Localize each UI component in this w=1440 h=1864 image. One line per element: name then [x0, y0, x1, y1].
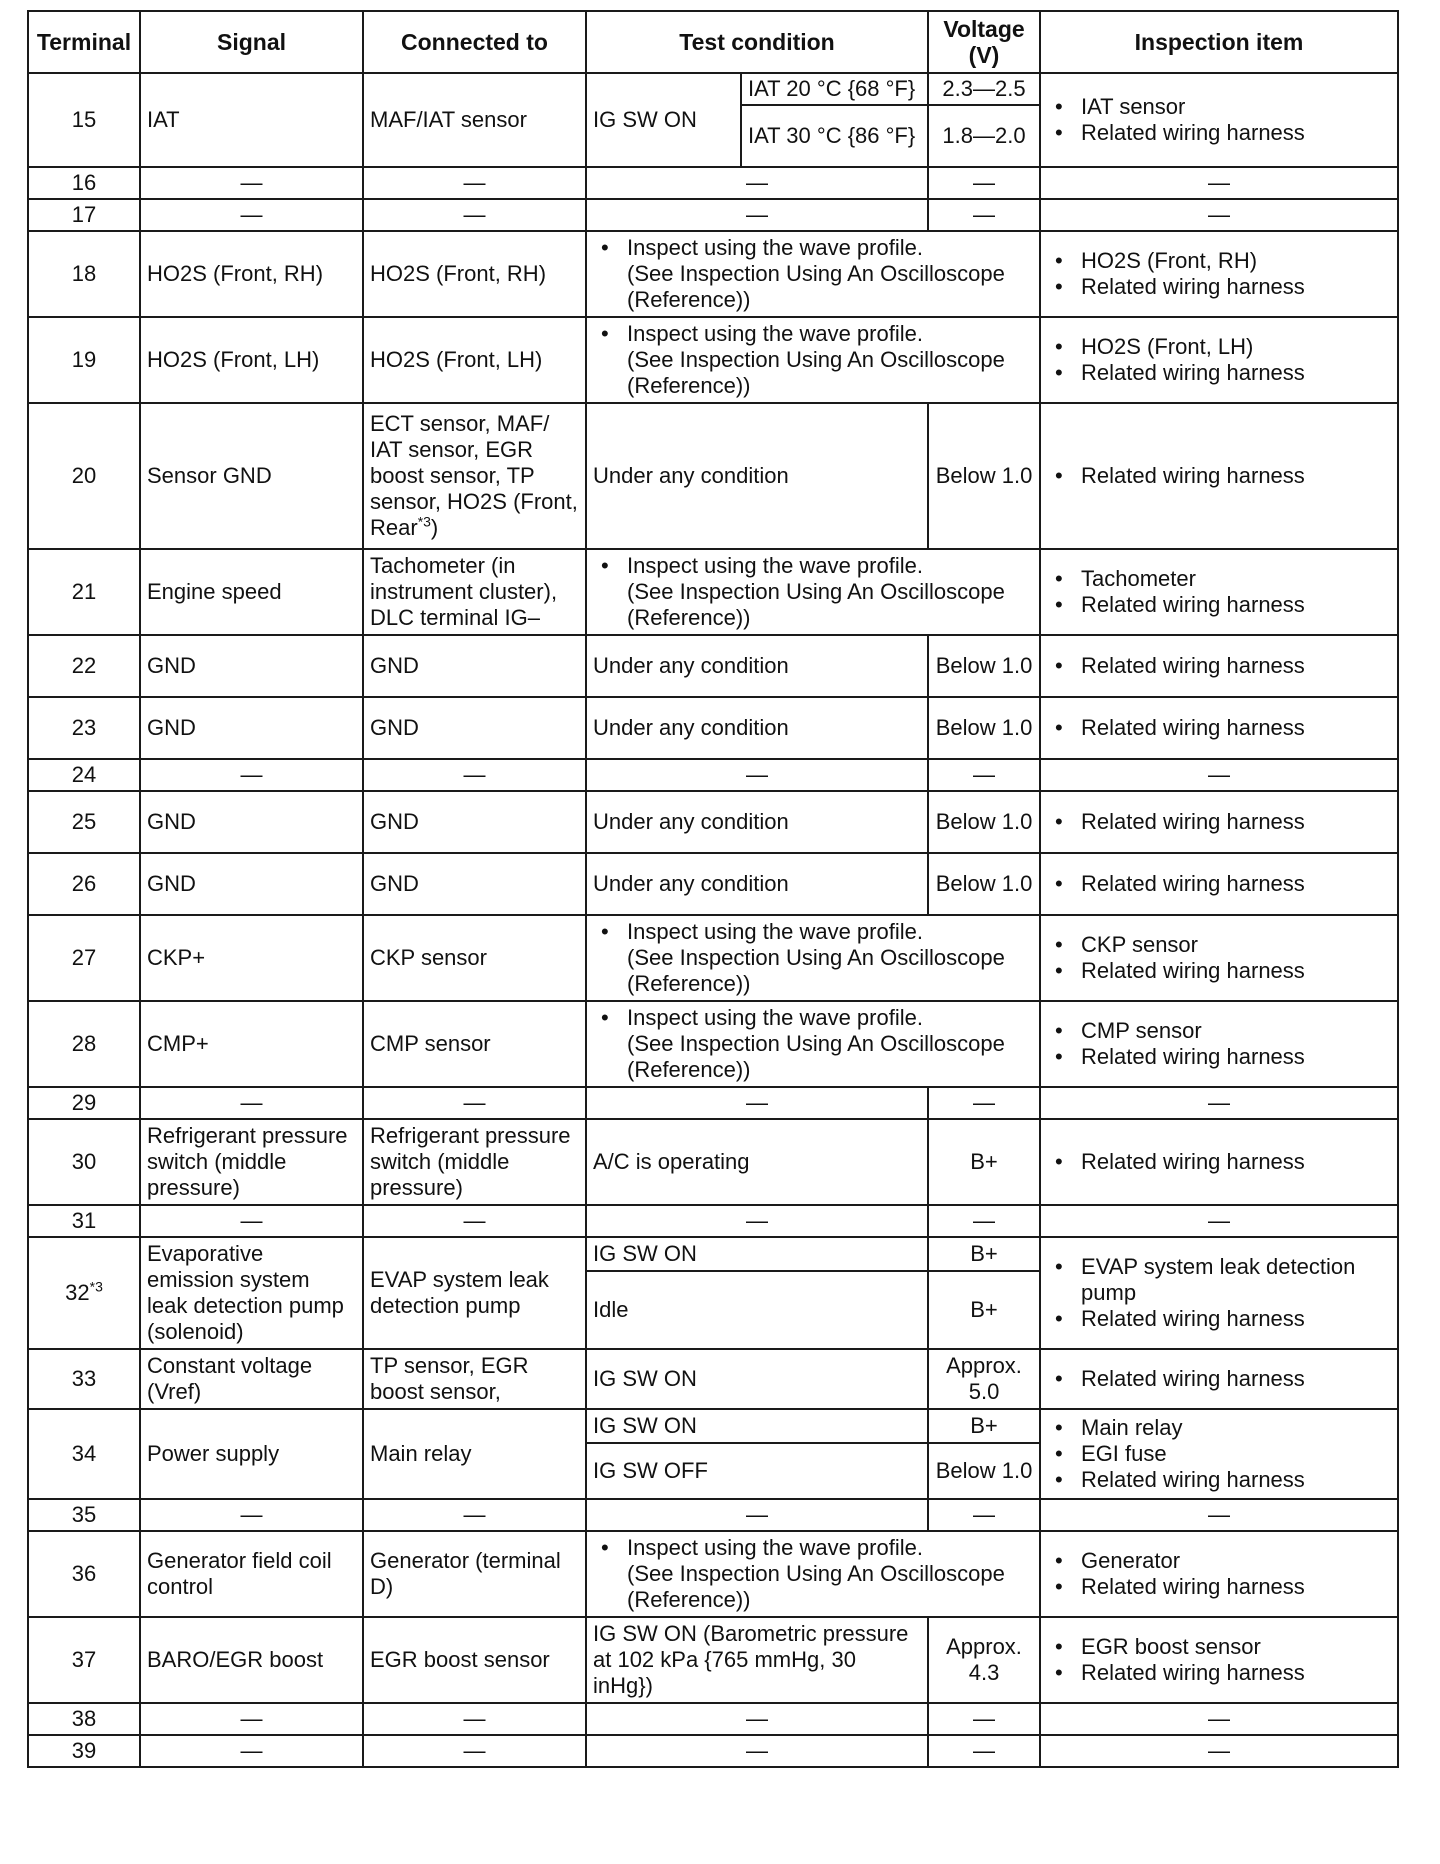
inspection-item: • Related wiring harness — [1081, 1467, 1391, 1493]
test-condition-cell: Under any condition — [586, 403, 928, 549]
test-condition-cell: — — [586, 1205, 928, 1237]
inspection-item: • Related wiring harness — [1081, 1366, 1391, 1392]
terminal-cell: 18 — [28, 231, 140, 317]
inspection-cell — [1040, 231, 1398, 317]
terminal-cell: 22 — [28, 635, 140, 697]
inspection-cell — [1040, 1617, 1398, 1703]
voltage-cell: — — [928, 1205, 1040, 1237]
voltage-cell: Below 1.0 — [928, 853, 1040, 915]
voltage-cell: — — [928, 199, 1040, 231]
terminal-cell: 19 — [28, 317, 140, 403]
voltage-cell: — — [928, 1499, 1040, 1531]
test-condition-cell: — — [586, 1087, 928, 1119]
header-voltage: Voltage (V) — [928, 11, 1040, 73]
test-condition-cell: — — [586, 1499, 928, 1531]
voltage-cell: B+ — [928, 1119, 1040, 1205]
test-condition-cell: Under any condition — [586, 697, 928, 759]
table-row — [28, 1237, 1398, 1271]
signal-cell: Evaporative emission system leak detection pump (solenoid) — [140, 1237, 363, 1349]
table-row — [28, 1703, 1398, 1735]
terminal-cell: 30 — [28, 1119, 140, 1205]
table-row — [28, 73, 1398, 105]
terminal-cell: 25 — [28, 791, 140, 853]
signal-cell: — — [140, 1087, 363, 1119]
connected-cell: ECT sensor, MAF/ IAT sensor, EGR boost sensor, TP sensor, HO2S (Front, Rear$^{*3}$) — [363, 403, 586, 549]
inspection-cell: — — [1040, 1205, 1398, 1237]
test-condition-cell: — — [586, 1703, 928, 1735]
inspection-item: • EGR boost sensor — [1081, 1634, 1391, 1660]
signal-cell: — — [140, 1735, 363, 1767]
inspection-cell — [1040, 1349, 1398, 1409]
inspection-cell: — — [1040, 1703, 1398, 1735]
inspection-item: • Related wiring harness — [1081, 653, 1391, 679]
voltage-cell: 1.8—2.0 — [928, 105, 1040, 167]
inspection-cell — [1040, 1531, 1398, 1617]
test-condition-cell: IG SW ON — [586, 1237, 928, 1271]
header-connected-to: Connected to — [363, 11, 586, 73]
signal-cell: Power supply — [140, 1409, 363, 1499]
inspection-cell — [1040, 1237, 1398, 1349]
signal-cell: Constant voltage (Vref) — [140, 1349, 363, 1409]
connected-cell: GND — [363, 791, 586, 853]
test-subcondition-cell: IAT 30 °C {86 °F} — [741, 105, 928, 167]
voltage-cell: — — [928, 1735, 1040, 1767]
table-row — [28, 1349, 1398, 1409]
test-condition-cell: — — [586, 1735, 928, 1767]
terminal-cell: 37 — [28, 1617, 140, 1703]
inspection-item: • HO2S (Front, LH) — [1081, 334, 1391, 360]
signal-cell: GND — [140, 697, 363, 759]
connected-cell: — — [363, 1499, 586, 1531]
test-condition-cell — [586, 231, 1040, 317]
inspection-item: • Related wiring harness — [1081, 1149, 1391, 1175]
wave-profile-note: • Inspect using the wave profile. (See Inspection Using An Oscilloscope (Reference)) — [627, 919, 1033, 997]
inspection-item: • Related wiring harness — [1081, 274, 1391, 300]
terminal-cell: 24 — [28, 759, 140, 791]
voltage-cell: Below 1.0 — [928, 403, 1040, 549]
signal-cell: GND — [140, 853, 363, 915]
connected-cell: — — [363, 1205, 586, 1237]
voltage-cell: 2.3—2.5 — [928, 73, 1040, 105]
signal-cell: — — [140, 1499, 363, 1531]
test-condition-cell — [586, 1001, 1040, 1087]
table-row — [28, 1499, 1398, 1531]
table-row — [28, 549, 1398, 635]
inspection-item: • Related wiring harness — [1081, 1660, 1391, 1686]
inspection-item: • Related wiring harness — [1081, 871, 1391, 897]
wave-profile-note: • Inspect using the wave profile. (See Inspection Using An Oscilloscope (Reference)) — [627, 1535, 1033, 1613]
connected-cell: — — [363, 199, 586, 231]
header-row — [28, 11, 1398, 73]
signal-cell: BARO/EGR boost — [140, 1617, 363, 1703]
terminal-cell: 31 — [28, 1205, 140, 1237]
connected-cell: Generator (terminal D) — [363, 1531, 586, 1617]
table-row — [28, 1735, 1398, 1767]
table-row — [28, 759, 1398, 791]
inspection-cell — [1040, 317, 1398, 403]
connected-cell: CKP sensor — [363, 915, 586, 1001]
voltage-cell: B+ — [928, 1409, 1040, 1443]
test-condition-cell — [586, 915, 1040, 1001]
test-condition-cell: IG SW ON (Barometric pressure at 102 kPa {765 mmHg, 30 inHg}) — [586, 1617, 928, 1703]
connected-cell: GND — [363, 697, 586, 759]
test-condition-cell: IG SW ON — [586, 1409, 928, 1443]
inspection-cell — [1040, 1001, 1398, 1087]
inspection-item: • Related wiring harness — [1081, 715, 1391, 741]
connected-cell: — — [363, 759, 586, 791]
connected-cell: EGR boost sensor — [363, 1617, 586, 1703]
signal-cell: CMP+ — [140, 1001, 363, 1087]
terminal-cell: 36 — [28, 1531, 140, 1617]
inspection-item: • Related wiring harness — [1081, 592, 1391, 618]
terminal-cell: 26 — [28, 853, 140, 915]
inspection-item: • Related wiring harness — [1081, 809, 1391, 835]
table-row — [28, 697, 1398, 759]
inspection-item: • Generator — [1081, 1548, 1391, 1574]
inspection-item: • Related wiring harness — [1081, 1044, 1391, 1070]
inspection-item: • Tachometer — [1081, 566, 1391, 592]
test-condition-cell — [586, 549, 1040, 635]
inspection-cell — [1040, 549, 1398, 635]
table-row — [28, 1205, 1398, 1237]
inspection-cell: — — [1040, 199, 1398, 231]
signal-cell: — — [140, 167, 363, 199]
table-row — [28, 167, 1398, 199]
table-row — [28, 403, 1398, 549]
connected-cell: — — [363, 1087, 586, 1119]
table-row — [28, 791, 1398, 853]
inspection-cell — [1040, 73, 1398, 167]
table-row — [28, 199, 1398, 231]
test-condition-cell: IG SW ON — [586, 1349, 928, 1409]
table-row — [28, 317, 1398, 403]
table-row — [28, 1531, 1398, 1617]
inspection-cell — [1040, 791, 1398, 853]
signal-cell: HO2S (Front, LH) — [140, 317, 363, 403]
test-condition-cell: A/C is operating — [586, 1119, 928, 1205]
inspection-cell — [1040, 1119, 1398, 1205]
wave-profile-note: • Inspect using the wave profile. (See Inspection Using An Oscilloscope (Reference)) — [627, 1005, 1033, 1083]
table-row — [28, 1409, 1398, 1443]
test-condition-cell: Under any condition — [586, 853, 928, 915]
inspection-item: • EGI fuse — [1081, 1441, 1391, 1467]
inspection-item: • CMP sensor — [1081, 1018, 1391, 1044]
terminal-cell: 15 — [28, 73, 140, 167]
signal-cell: HO2S (Front, RH) — [140, 231, 363, 317]
terminal-cell: 34 — [28, 1409, 140, 1499]
test-condition-cell — [586, 1531, 1040, 1617]
terminal-inspection-table — [27, 10, 1399, 1768]
connected-cell: TP sensor, EGR boost sensor, — [363, 1349, 586, 1409]
inspection-item: • CKP sensor — [1081, 932, 1391, 958]
inspection-cell: — — [1040, 167, 1398, 199]
terminal-cell: 17 — [28, 199, 140, 231]
terminal-cell: 16 — [28, 167, 140, 199]
connected-cell: — — [363, 1703, 586, 1735]
terminal-cell: 27 — [28, 915, 140, 1001]
inspection-item: • EVAP system leak detection pump — [1081, 1254, 1391, 1306]
connected-cell: HO2S (Front, LH) — [363, 317, 586, 403]
voltage-cell: Approx. 5.0 — [928, 1349, 1040, 1409]
test-condition-cell: — — [586, 167, 928, 199]
table-row — [28, 231, 1398, 317]
signal-cell: — — [140, 199, 363, 231]
inspection-cell: — — [1040, 1735, 1398, 1767]
terminal-cell: 23 — [28, 697, 140, 759]
terminal-cell: 29 — [28, 1087, 140, 1119]
signal-cell: IAT — [140, 73, 363, 167]
test-condition-cell: IG SW ON — [586, 73, 741, 167]
connected-cell: EVAP system leak detection pump — [363, 1237, 586, 1349]
voltage-cell: — — [928, 1087, 1040, 1119]
header-signal: Signal — [140, 11, 363, 73]
table-row — [28, 1119, 1398, 1205]
test-subcondition-cell: IAT 20 °C {68 °F} — [741, 73, 928, 105]
terminal-cell: 38 — [28, 1703, 140, 1735]
inspection-item: • Related wiring harness — [1081, 463, 1391, 489]
voltage-cell: — — [928, 167, 1040, 199]
connected-cell: GND — [363, 635, 586, 697]
voltage-cell: Below 1.0 — [928, 635, 1040, 697]
header-test-condition: Test condition — [586, 11, 928, 73]
header-inspection-item: Inspection item — [1040, 11, 1398, 73]
signal-cell: — — [140, 1703, 363, 1735]
terminal-cell: 28 — [28, 1001, 140, 1087]
inspection-item: • Related wiring harness — [1081, 958, 1391, 984]
terminal-cell: 20 — [28, 403, 140, 549]
signal-cell: Refrigerant pressure switch (middle pressure) — [140, 1119, 363, 1205]
voltage-cell: Below 1.0 — [928, 791, 1040, 853]
header-terminal: Terminal — [28, 11, 140, 73]
terminal-cell: 39 — [28, 1735, 140, 1767]
connected-cell: CMP sensor — [363, 1001, 586, 1087]
connected-cell: Tachometer (in instrument cluster), DLC terminal IG– — [363, 549, 586, 635]
connected-cell: — — [363, 167, 586, 199]
wave-profile-note: • Inspect using the wave profile. (See Inspection Using An Oscilloscope (Reference)) — [627, 321, 1033, 399]
table-row — [28, 915, 1398, 1001]
terminal-cell: 35 — [28, 1499, 140, 1531]
connected-cell: MAF/IAT sensor — [363, 73, 586, 167]
wave-profile-note: • Inspect using the wave profile. (See Inspection Using An Oscilloscope (Reference)) — [627, 235, 1033, 313]
connected-cell: GND — [363, 853, 586, 915]
voltage-cell: Approx. 4.3 — [928, 1617, 1040, 1703]
signal-cell: GND — [140, 635, 363, 697]
signal-cell: GND — [140, 791, 363, 853]
voltage-cell: — — [928, 1703, 1040, 1735]
signal-cell: Generator field coil control — [140, 1531, 363, 1617]
table-row — [28, 853, 1398, 915]
connected-cell: Refrigerant pressure switch (middle pressure) — [363, 1119, 586, 1205]
signal-cell: Sensor GND — [140, 403, 363, 549]
signal-cell: — — [140, 759, 363, 791]
inspection-cell — [1040, 915, 1398, 1001]
inspection-cell — [1040, 697, 1398, 759]
test-condition-cell — [586, 317, 1040, 403]
inspection-item: • Related wiring harness — [1081, 1306, 1391, 1332]
connected-cell: Main relay — [363, 1409, 586, 1499]
test-condition-cell: IG SW OFF — [586, 1443, 928, 1499]
test-condition-cell: Under any condition — [586, 635, 928, 697]
inspection-cell — [1040, 403, 1398, 549]
table-row — [28, 1087, 1398, 1119]
test-condition-cell: Under any condition — [586, 791, 928, 853]
connected-cell: HO2S (Front, RH) — [363, 231, 586, 317]
inspection-item: • Related wiring harness — [1081, 120, 1391, 146]
inspection-item: • Related wiring harness — [1081, 360, 1391, 386]
signal-cell: Engine speed — [140, 549, 363, 635]
terminal-cell: 32$^{*3}$ — [28, 1237, 140, 1349]
inspection-cell: — — [1040, 1499, 1398, 1531]
voltage-cell: Below 1.0 — [928, 1443, 1040, 1499]
test-condition-cell: — — [586, 759, 928, 791]
signal-cell: — — [140, 1205, 363, 1237]
inspection-item: • IAT sensor — [1081, 94, 1391, 120]
voltage-cell: — — [928, 759, 1040, 791]
signal-cell: CKP+ — [140, 915, 363, 1001]
wave-profile-note: • Inspect using the wave profile. (See Inspection Using An Oscilloscope (Reference)) — [627, 553, 1033, 631]
table-row — [28, 1001, 1398, 1087]
inspection-item: • HO2S (Front, RH) — [1081, 248, 1391, 274]
inspection-item: • Related wiring harness — [1081, 1574, 1391, 1600]
inspection-cell: — — [1040, 1087, 1398, 1119]
inspection-cell — [1040, 853, 1398, 915]
terminal-cell: 21 — [28, 549, 140, 635]
test-condition-cell: Idle — [586, 1271, 928, 1349]
voltage-cell: B+ — [928, 1237, 1040, 1271]
inspection-cell — [1040, 635, 1398, 697]
connected-cell: — — [363, 1735, 586, 1767]
terminal-cell: 33 — [28, 1349, 140, 1409]
voltage-cell: Below 1.0 — [928, 697, 1040, 759]
test-condition-cell: — — [586, 199, 928, 231]
table-row — [28, 635, 1398, 697]
inspection-cell: — — [1040, 759, 1398, 791]
inspection-table-sheet — [27, 10, 1397, 1768]
inspection-item: • Main relay — [1081, 1415, 1391, 1441]
table-row — [28, 1617, 1398, 1703]
inspection-cell — [1040, 1409, 1398, 1499]
voltage-cell: B+ — [928, 1271, 1040, 1349]
